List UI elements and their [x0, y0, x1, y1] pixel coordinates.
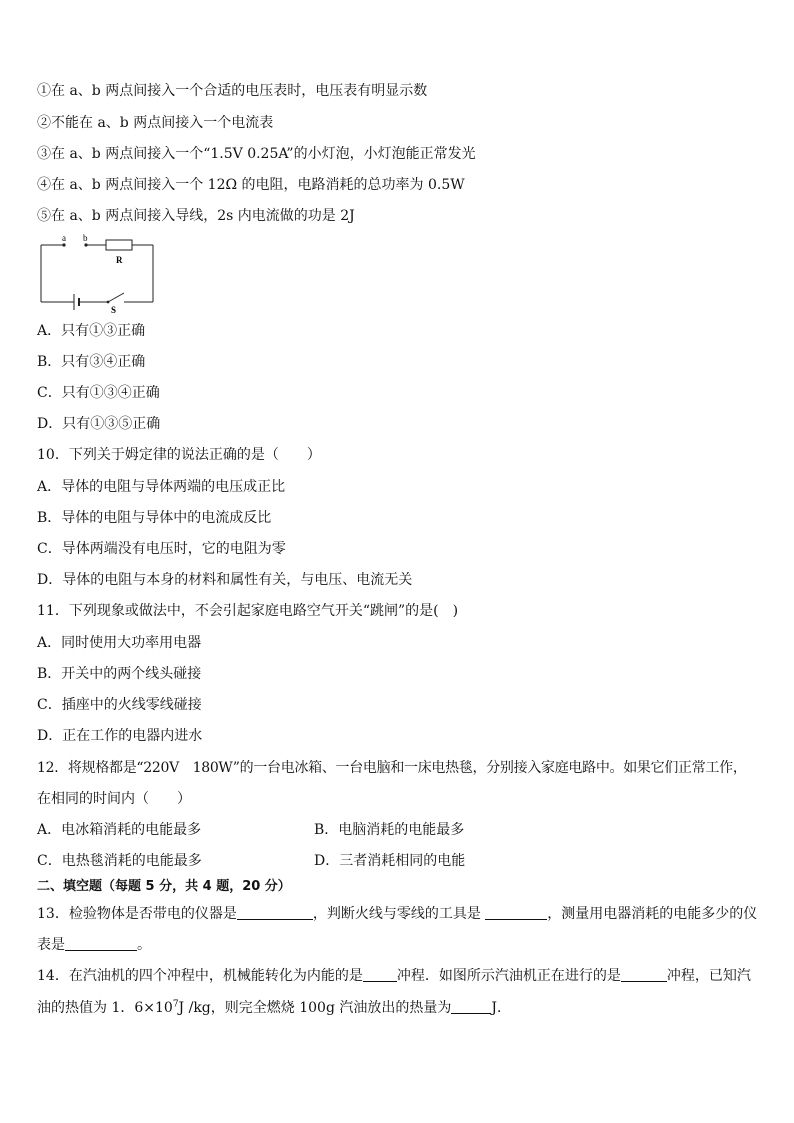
q14-exponent: 7 [172, 999, 179, 1010]
q14-line1 [37, 966, 751, 986]
switch-s [108, 293, 124, 302]
statement-3: ③在 a、b 两点间接入一个“1.5V 0.25A”的小灯泡，小灯泡能正常发光 [37, 146, 476, 162]
q14-text-5: J /kg，则完全燃烧 100g 汽油放出的热量为 [178, 1000, 452, 1016]
q12-option-c: C．电热毯消耗的电能最多 [37, 853, 202, 869]
q13-text-4: 表是 [37, 937, 65, 953]
q13-text-3: ，测量用电器消耗的电能多少的仪 [547, 906, 758, 922]
q11-stem: 11．下列现象或做法中，不会引起家庭电路空气开关“跳闸”的是( ) [37, 603, 459, 619]
switch-pivot [107, 301, 110, 304]
q14-text-4: 油的热值为 1．6×10 [37, 1000, 173, 1016]
circuit-diagram [36, 232, 158, 314]
q11-option-d: D．正在工作的电器内进水 [37, 728, 203, 744]
q13-text-2: ，判断火线与零线的工具是 [312, 906, 481, 922]
statement-5: ⑤在 a、b 两点间接入导线，2s 内电流做的功是 2J [37, 208, 355, 224]
q13-line2 [37, 935, 151, 955]
q12-option-d: D．三者消耗相同的电能 [314, 853, 466, 869]
q10-option-b: B．导体的电阻与导体中的电流成反比 [37, 510, 272, 526]
label-a: a [62, 233, 66, 243]
q13-blank-2[interactable] [485, 905, 547, 920]
q10-option-d: D．导体的电阻与本身的材料和属性有关，与电压、电流无关 [37, 572, 413, 588]
q9-option-c: C．只有①③④正确 [37, 385, 160, 401]
q10-option-c: C．导体两端没有电压时，它的电阻为零 [37, 541, 286, 557]
q11-option-a: A．同时使用大功率用电器 [37, 635, 202, 651]
q12-stem-line2: 在相同的时间内（ ） [37, 791, 191, 807]
q14-blank-1[interactable] [363, 967, 397, 982]
q14-blank-3[interactable] [451, 999, 491, 1014]
statement-2: ②不能在 a、b 两点间接入一个电流表 [37, 115, 274, 131]
q13-text-5: 。 [137, 937, 151, 953]
statement-4: ④在 a、b 两点间接入一个 12Ω 的电阻，电路消耗的总功率为 0.5W [37, 177, 465, 193]
q12-option-b: B．电脑消耗的电能最多 [314, 822, 465, 838]
q14-text-1: 14．在汽油机的四个冲程中，机械能转化为内能的是 [37, 968, 363, 984]
section-2-title: 二、填空题（每题 5 分，共 4 题，20 分） [37, 879, 291, 894]
q14-blank-2[interactable] [621, 967, 667, 982]
q9-option-a: A．只有①③正确 [37, 323, 146, 339]
label-r: R [116, 255, 123, 265]
q10-stem: 10．下列关于姆定律的说法正确的是（ ） [37, 447, 321, 463]
resistor-r [106, 240, 132, 250]
q13-blank-1[interactable] [237, 905, 313, 920]
q14-line2 [37, 998, 511, 1018]
q14-text-2: 冲程．如图所示汽油机正在进行的是 [396, 968, 621, 984]
q13-line1 [37, 904, 757, 924]
q12-stem-line1: 12．将规格都是“220V 180W”的一台电冰箱、一台电脑和一床电热毯，分别接入家庭电路中。如果它们正常工作， [37, 760, 747, 776]
q9-option-b: B．只有③④正确 [37, 354, 146, 370]
terminal-a [62, 243, 65, 246]
q12-option-a: A．电冰箱消耗的电能最多 [37, 822, 202, 838]
q14-text-6: J． [491, 1000, 511, 1016]
q10-option-a: A．导体的电阻与导体两端的电压成正比 [37, 479, 286, 495]
q11-option-c: C．插座中的火线零线碰接 [37, 697, 202, 713]
q14-text-3: 冲程，已知汽 [666, 968, 751, 984]
q9-option-d: D．只有①③⑤正确 [37, 416, 161, 432]
q13-blank-3[interactable] [65, 936, 137, 951]
statement-1: ①在 a、b 两点间接入一个合适的电压表时，电压表有明显示数 [37, 83, 428, 99]
label-b: b [83, 233, 88, 243]
label-s: S [111, 305, 117, 314]
terminal-b [84, 243, 87, 246]
q13-text-1: 13．检验物体是否带电的仪器是 [37, 906, 237, 922]
q11-option-b: B．开关中的两个线头碰接 [37, 666, 202, 682]
